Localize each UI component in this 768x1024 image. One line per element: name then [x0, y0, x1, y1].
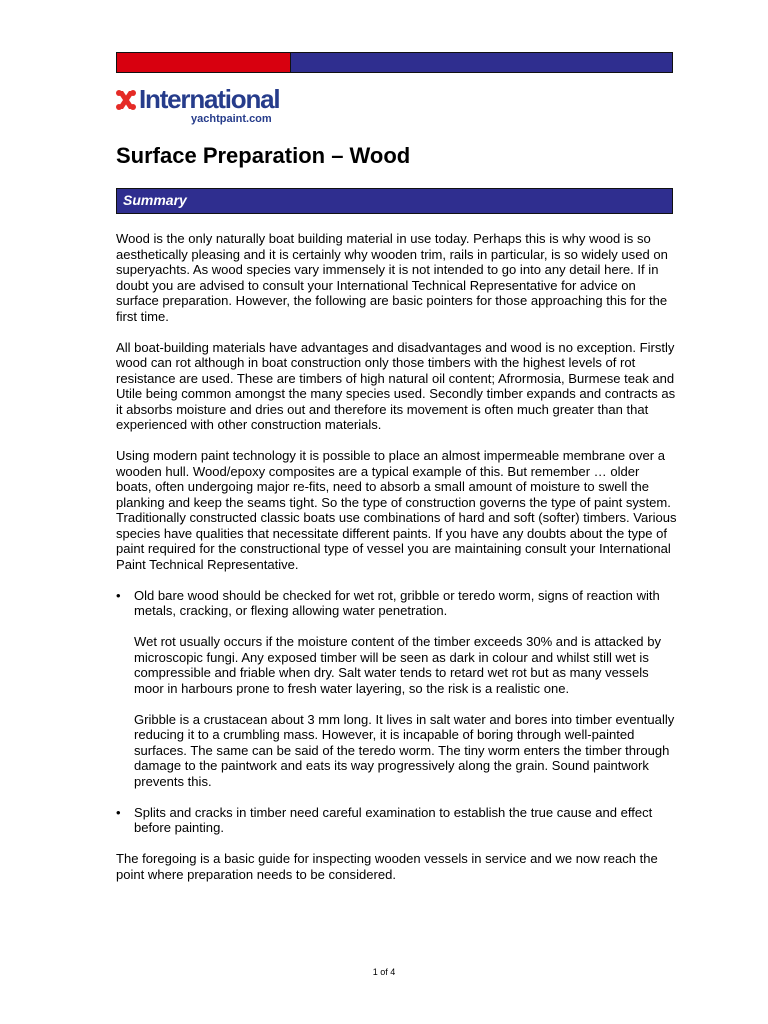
x-cross-logo-icon [114, 88, 138, 112]
header-color-bar [116, 52, 673, 73]
bullet-text-old-bare-wood: Old bare wood should be checked for wet rot, gribble or teredo worm, signs of reaction with metals, cracking, or flexing allowing water penetration. [134, 587, 660, 618]
document-body [116, 231, 678, 898]
bullet-item-splits-cracks [116, 805, 678, 836]
body-paragraph-1: Wood is the only naturally boat building material in use today. Perhaps this is why wood is so aesthetically pleasing and it is certainly why wooden trim, rails in particular, is so widely used on superyachts. As wood species vary immensely it is not intended to go into any detail here. If in doubt you are advised to consult your International Technical Representative for advice on surface preparation. However, the following are basic pointers for those approaching this for the first time. [116, 231, 668, 324]
inspection-bullet-list [116, 588, 678, 836]
body-paragraph-2: All boat-building materials have advantages and disadvantages and wood is no exception. Firstly wood can rot although in boat construction only those timbers with the highest levels of rot resistance are used. These are timbers of high natural oil content; Afrormosia, Burmese teak and Utile being common amongst the many species used. Secondly timber expands and contracts as it absorbs moisture and dries out and therefore its movement is often much greater than that experienced with other construction materials. [116, 339, 676, 432]
logo-website: yachtpaint.com [191, 113, 272, 125]
page-title: Surface Preparation – Wood [116, 143, 411, 168]
page-number: 1 of 4 [372, 967, 396, 977]
header-color-bar-red [117, 53, 291, 72]
header-color-bar-blue [291, 53, 672, 72]
international-logo [114, 86, 314, 130]
gribble-paragraph: Gribble is a crustacean about 3 mm long. It lives in salt water and bores into timber eventually reducing it to a crumbling mass. However, it is incapable of boring through well-painted surfaces. The same can be said of the teredo worm. The tiny worm enters the timber through damage to the paintwork and eats its way progressively along the grain. Sound paintwork prevents this. [134, 711, 675, 789]
summary-section-header [116, 188, 673, 214]
bullet-item-old-bare-wood [116, 588, 678, 790]
logo-wordmark: International [139, 84, 280, 114]
closing-paragraph: The foregoing is a basic guide for inspecting wooden vessels in service and we now reach the point where preparation needs to be considered. [116, 851, 658, 882]
summary-label: Summary [123, 192, 187, 208]
body-paragraph-3: Using modern paint technology it is possible to place an almost impermeable membrane over a wooden hull. Wood/epoxy composites are a typical example of this. But remember … older boats, often undergoing major re-fits, need to absorb a small amount of moisture to swell the planking and keep the seams tight. So the type of construction governs the type of paint system. Traditionally constructed classic boats use combinations of hard and soft (softer) timbers. Various species have qualities that necessitate different paints. If you have any doubts about the type of paint required for the constructional type of vessel you are maintaining consult your International Paint Technical Representative. [116, 448, 677, 572]
bullet-text-splits-cracks: Splits and cracks in timber need careful examination to establish the true cause and effect before painting. [134, 804, 653, 835]
bullet-icon: • [116, 804, 121, 820]
wet-rot-paragraph: Wet rot usually occurs if the moisture content of the timber exceeds 30% and is attacked by microscopic fungi. Any exposed timber will be seen as dark in colour and whilst still wet is compressible and friable when dry. Salt water tends to retard wet rot but as many vessels moor in harbours prone to fresh water layering, so the risk is a realistic one. [134, 634, 661, 696]
bullet-icon: • [116, 587, 121, 603]
